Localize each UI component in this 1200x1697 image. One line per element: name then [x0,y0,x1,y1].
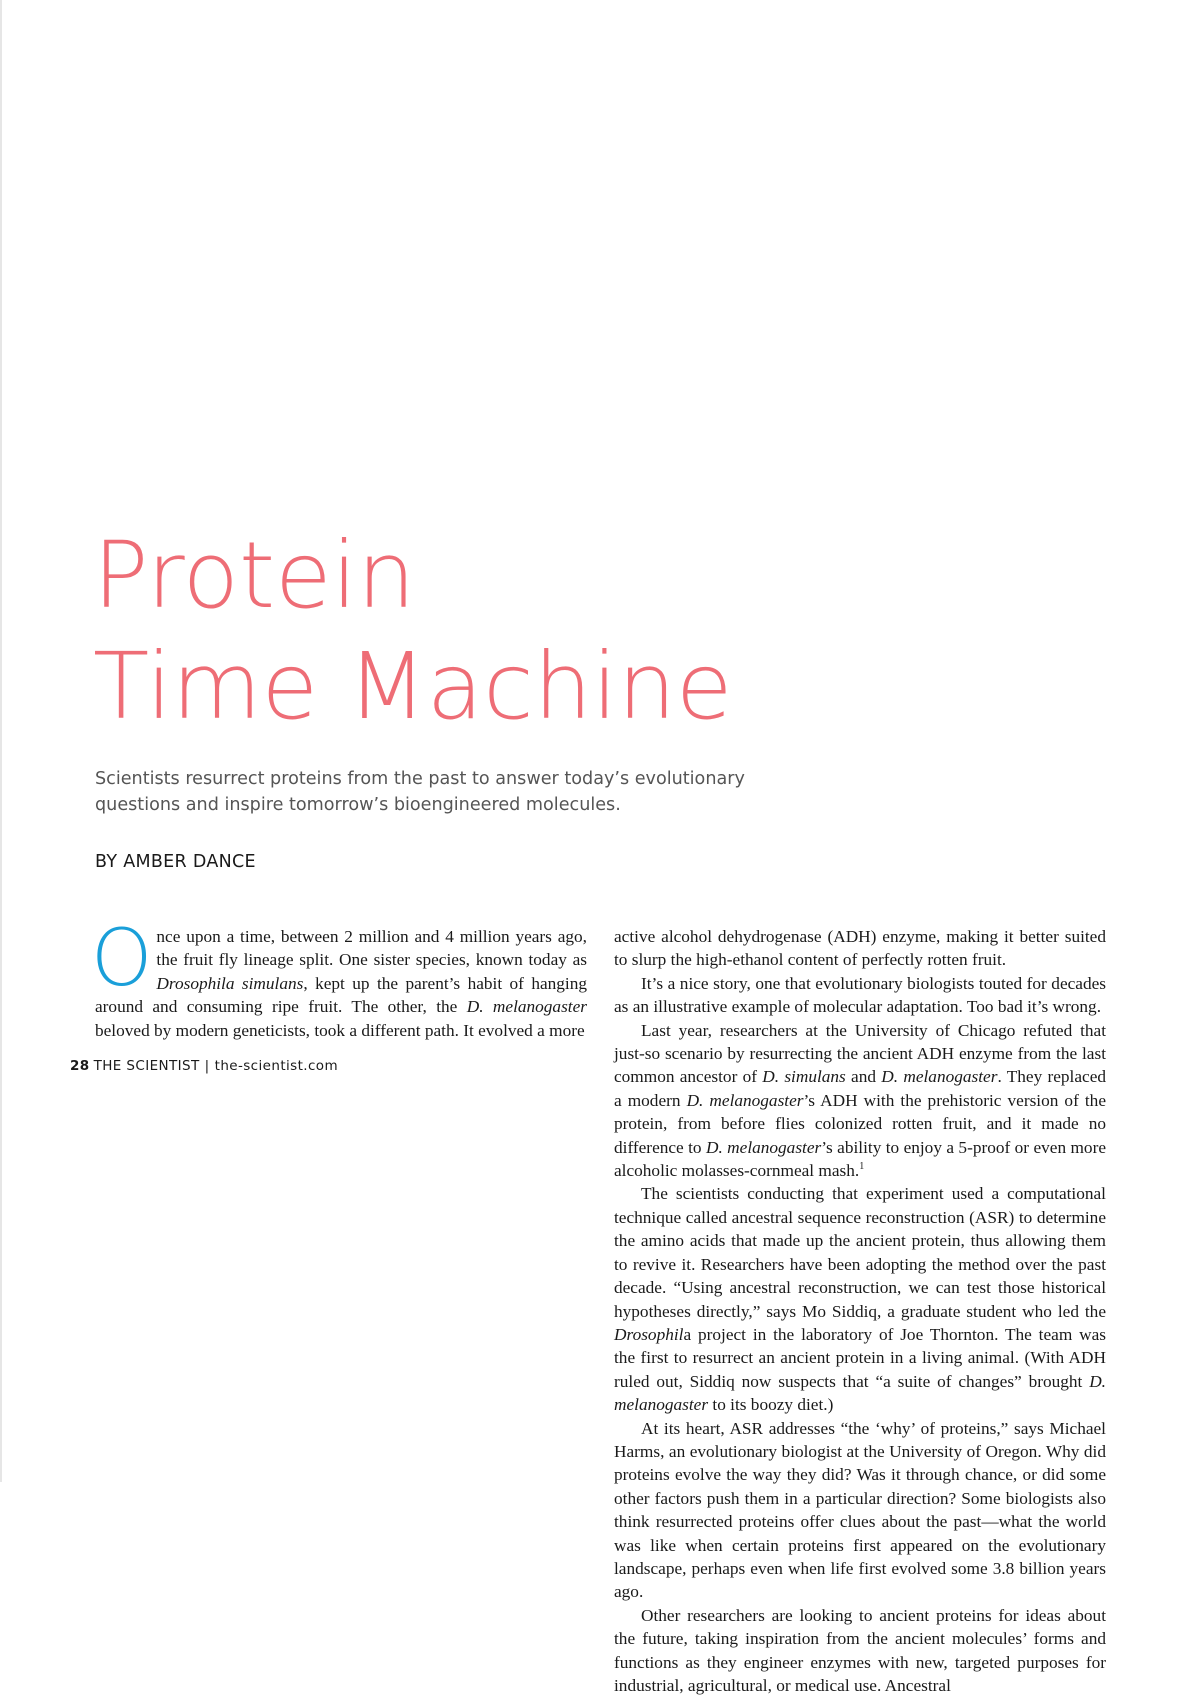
drop-cap: O [91,914,153,1004]
text-run: ’s ability to enjoy a 5-proof or even more alcoholic molasses-cornmeal mash. [614,1137,1106,1181]
footer-separator: | [204,1058,210,1074]
species-name: D. melanogaster [614,1371,1106,1415]
footnote-ref: 1 [859,1161,865,1173]
title-line-2: Time Machine [93,633,733,740]
paragraph-4 [614,1182,1106,1416]
text-run: nce upon a time, between 2 million and 4 million years ago, the fruit fly lineage split. One sister species, known today as [156,927,587,970]
species-name: D. melanogaster [705,1137,822,1157]
website-link[interactable]: the-scientist.com [214,1058,339,1074]
body-column-left [91,914,587,1042]
page-number: 28 [70,1058,90,1074]
text-run: , kept up the parent’s habit of hanging around and consuming ripe fruit. The other, the [95,973,587,1017]
paragraph-2: It’s a nice story, one that evolutionary biologists touted for decades as an illustrative example of molecular adaptation. Too bad it’s wrong. [614,973,1106,1017]
text-run: to its boozy diet.) [708,1395,834,1415]
paragraph-3 [614,1019,1106,1183]
page-edge [0,0,2,1482]
text-run: and [845,1067,882,1087]
species-name: Drosophil [614,1324,684,1344]
magazine-name: THE SCIENTIST [93,1058,200,1074]
species-name: D. simulans [762,1067,846,1087]
species-name: D. melanogaster [686,1090,804,1110]
species-name: Drosophila simulans [156,973,304,993]
body-column-right [614,925,1106,1697]
deck-line-2: questions and inspire tomorrow’s bioengineered molecules. [95,795,621,815]
text-run: ’s ADH with the prehistoric version of the protein, from before flies colonized rotten fruit, and it made no difference to [614,1090,1106,1157]
page-footer [70,1058,338,1074]
title-line-1: Protein [93,522,416,629]
species-name: D. melanogaster [881,1067,998,1087]
text-run: Last year, researchers at the University of Chicago refuted that just-so scenario by resurrecting the ancient ADH enzyme from the last common ancestor of [614,1020,1106,1087]
paragraph-1 [91,914,587,1042]
deck-line-1: Scientists resurrect proteins from the past to answer today’s evolutionary [95,769,745,789]
byline: BY AMBER DANCE [95,852,256,872]
article-title [93,520,733,742]
paragraph-1-continued [614,925,1106,972]
species-name: D. melanogaster [466,997,587,1017]
text-run: a project in the laboratory of Joe Thornton. The team was the first to resurrect an ancient protein in a living animal. (With ADH ruled out, Siddiq now suspects that “a suite of changes” brought [614,1324,1106,1391]
text-run: The scientists conducting that experiment used a computational technique called ancestral sequence reconstruction (ASR) to determine the amino acids that made up the ancient protein, thus allowing them to revive it. Researchers have been adopting the method over the past decade. “Using ancestral reconstruction, we can test those historical hypotheses directly,” says Mo Siddiq, a graduate student who led the [614,1184,1106,1321]
text-run: . They replaced a modern [614,1067,1107,1110]
article-deck [95,766,895,818]
paragraph-5: At its heart, ASR addresses “the ‘why’ of proteins,” says Michael Harms, an evolutionary biologist at the University of Oregon. Why did proteins evolve the way they did? Was it through chance, or did some other factors push them in a particular direction? Some biologists also think resurrected proteins offer clues about the past—what the world was like when certain proteins first appeared on the evolutionary landscape, perhaps even when life first evolved some 3.8 billion years ago. [614,1418,1106,1602]
text-run: active alcohol dehydrogenase (ADH) enzyme, making it better suited to slurp the high-ethanol content of perfectly rotten fruit. [614,927,1106,970]
paragraph-6: Other researchers are looking to ancient proteins for ideas about the future, taking inspiration from the ancient molecules’ forms and functions as they engineer enzymes with new, targeted purposes for industrial, agricultural, or medical use. Ancestral [614,1605,1106,1695]
text-run: beloved by modern geneticists, took a different path. It evolved a more [95,1020,585,1040]
